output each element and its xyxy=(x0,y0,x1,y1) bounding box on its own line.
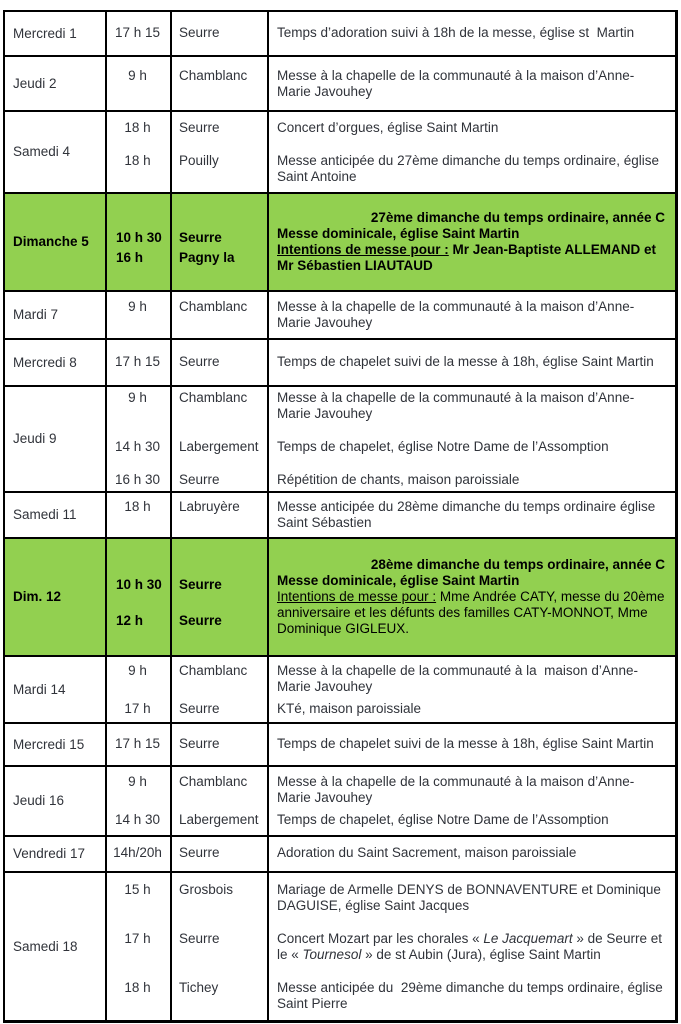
place-value: Seurre xyxy=(179,119,220,135)
place-cell xyxy=(170,425,267,458)
day-label: Mardi 14 xyxy=(13,681,66,697)
event-description: Messe à la chapelle de la communauté à la maison d’Anne-Marie Javouhey xyxy=(277,390,635,421)
time-cell xyxy=(105,496,170,534)
table-row xyxy=(5,655,675,722)
time-value: 9 h xyxy=(128,662,147,678)
description-cell xyxy=(267,917,675,966)
table-row xyxy=(5,110,675,192)
time-value: 10 h 30 xyxy=(116,230,162,245)
time-cell xyxy=(105,698,170,720)
day-label: Samedi 11 xyxy=(13,507,77,522)
intentions-text: Mr Jean-Baptiste ALLEMAND et Mr Sébastien LIAUTAUD xyxy=(277,242,660,273)
time-cell xyxy=(105,117,170,139)
day-cell xyxy=(5,296,105,334)
place-cell xyxy=(170,296,267,334)
place-cell xyxy=(170,698,267,720)
event-description: Temps de chapelet suivi de la messe à 18h, église Saint Martin xyxy=(277,735,654,751)
place-value: Labruyère xyxy=(179,499,240,514)
intentions-label: Intentions de messe pour : xyxy=(277,242,449,257)
place-value: Tichey xyxy=(179,979,219,995)
place-value: Seurre xyxy=(179,577,222,592)
time-cell xyxy=(105,351,170,375)
event-description-segment: Tournesol xyxy=(302,946,362,962)
time-value: 17 h 15 xyxy=(114,353,161,369)
day-label: Dimanche 5 xyxy=(13,234,89,249)
place-cell xyxy=(170,139,267,188)
event-description: Temps de chapelet suivi de la messe à 18h, église Saint Martin xyxy=(277,353,654,369)
day-label: Vendredi 17 xyxy=(13,846,86,861)
event-description: Messe anticipée du 29ème dimanche du temps ordinaire, église Saint Pierre xyxy=(277,979,667,1011)
place-value: Seurre xyxy=(179,613,222,628)
event-description: Temps d’adoration suivi à 18h de la messe, église st Martin xyxy=(277,24,635,40)
event-description: Concert d’orgues, église Saint Martin xyxy=(277,119,499,135)
time-cell xyxy=(105,387,170,425)
description-cell xyxy=(267,879,675,917)
time-cell xyxy=(105,425,170,458)
description-cell xyxy=(267,458,675,491)
day-label: Samedi 18 xyxy=(13,938,78,954)
time-value: 10 h 30 xyxy=(116,577,162,592)
mass-intentions xyxy=(277,242,667,274)
place-cell xyxy=(170,117,267,139)
description-cell xyxy=(267,22,675,46)
place-value: Pouilly xyxy=(179,152,219,168)
day-cell xyxy=(5,551,105,643)
schedule-table xyxy=(3,10,678,1023)
description-cell xyxy=(267,296,675,334)
time-value: 17 h 15 xyxy=(114,24,161,40)
time-cell xyxy=(105,733,170,757)
intentions-label: Intentions de messe pour : xyxy=(277,589,437,604)
day-cell xyxy=(5,117,105,188)
place-value: Seurre xyxy=(179,700,220,716)
event-description: Messe à la chapelle de la communauté à la maison d’Anne-Marie Javouhey xyxy=(277,662,638,694)
table-row xyxy=(5,290,675,338)
description-cell xyxy=(267,809,675,831)
event-description: Messe à la chapelle de la communauté à la maison d’Anne-Marie Javouhey xyxy=(277,774,635,805)
place-cell xyxy=(170,842,267,866)
day-cell xyxy=(5,879,105,1015)
time-value: 14 h 30 xyxy=(114,812,161,827)
time-cell xyxy=(105,879,170,917)
event-description: Temps de chapelet, église Notre Dame de l’Assomption xyxy=(277,439,609,454)
place-value: Chamblanc xyxy=(179,774,248,789)
time-value: 15 h xyxy=(124,881,151,897)
time-cell xyxy=(105,458,170,491)
time-cell xyxy=(105,551,170,643)
place-cell xyxy=(170,22,267,46)
place-value: Seurre xyxy=(179,472,220,487)
event-description: Temps de chapelet, église Notre Dame de l’Assomption xyxy=(277,812,609,827)
sunday-subtitle: Messe dominicale, église Saint Martin xyxy=(277,226,520,241)
day-cell xyxy=(5,204,105,280)
day-cell xyxy=(5,771,105,831)
time-value: 9 h xyxy=(128,299,147,314)
description-cell xyxy=(267,698,675,720)
day-cell xyxy=(5,22,105,46)
time-cell xyxy=(105,139,170,188)
event-description: Messe anticipée du 28ème dimanche du temps ordinaire église Saint Sébastien xyxy=(277,499,659,530)
day-label: Jeudi 2 xyxy=(13,75,57,91)
place-value: Chamblanc xyxy=(179,390,248,405)
description-cell xyxy=(267,139,675,188)
time-value: 17 h 15 xyxy=(114,735,161,751)
table-row xyxy=(5,55,675,110)
table-row xyxy=(5,835,675,871)
place-cell xyxy=(170,204,267,280)
day-label: Mardi 7 xyxy=(13,307,59,322)
table-row xyxy=(5,765,675,835)
time-value: 18 h xyxy=(124,152,151,168)
day-label: Mercredi 8 xyxy=(13,354,77,370)
event-description: Adoration du Saint Sacrement, maison paroissiale xyxy=(277,845,577,860)
place-value: Seurre xyxy=(179,24,220,40)
description-cell xyxy=(267,660,675,698)
table-row xyxy=(5,338,675,385)
day-cell xyxy=(5,351,105,375)
sunday-title: 28ème dimanche du temps ordinaire, année C xyxy=(370,557,665,572)
event-description: Messe à la chapelle de la communauté à la maison d’Anne-Marie Javouhey xyxy=(277,299,635,330)
time-value: 18 h xyxy=(124,119,151,135)
place-value: Chamblanc xyxy=(179,67,248,83)
sunday-title: 27ème dimanche du temps ordinaire, année C xyxy=(370,210,665,225)
place-cell xyxy=(170,809,267,831)
table-row-highlighted xyxy=(5,192,675,290)
event-description: KTé, maison paroissiale xyxy=(277,700,422,716)
day-cell xyxy=(5,65,105,103)
table-row xyxy=(5,385,675,491)
place-value: Labergement xyxy=(179,439,259,454)
place-value: Seurre xyxy=(179,353,220,369)
day-cell xyxy=(5,733,105,757)
event-description: Messe anticipée du 27ème dimanche du temps ordinaire, église Saint Antoine xyxy=(277,152,663,184)
table-row-highlighted xyxy=(5,537,675,655)
description-cell xyxy=(267,733,675,757)
description-cell xyxy=(267,771,675,809)
place-value: Chamblanc xyxy=(179,299,248,314)
time-value: 18 h xyxy=(124,979,151,995)
table-row xyxy=(5,871,675,1020)
time-value: 12 h xyxy=(116,613,144,628)
day-label: Dim. 12 xyxy=(13,589,62,604)
place-value: Seurre xyxy=(179,230,222,245)
day-label: Jeudi 9 xyxy=(13,431,57,446)
event-description: Mariage de Armelle DENYS de BONNAVENTURE et Dominique DAGUISE, église Saint Jacques xyxy=(277,881,665,913)
time-cell xyxy=(105,809,170,831)
time-cell xyxy=(105,204,170,280)
description-cell xyxy=(267,65,675,103)
place-value: Chamblanc xyxy=(179,662,248,678)
time-cell xyxy=(105,22,170,46)
place-value: Labergement xyxy=(179,812,259,827)
time-cell xyxy=(105,65,170,103)
place-cell xyxy=(170,65,267,103)
time-value: 9 h xyxy=(128,67,147,83)
place-cell xyxy=(170,660,267,698)
place-value: Seurre xyxy=(179,930,220,946)
time-cell xyxy=(105,660,170,698)
description-cell xyxy=(267,117,675,139)
place-cell xyxy=(170,917,267,966)
day-cell xyxy=(5,496,105,534)
description-cell xyxy=(267,204,675,280)
description-cell xyxy=(267,351,675,375)
day-cell xyxy=(5,660,105,720)
description-cell xyxy=(267,425,675,458)
place-cell xyxy=(170,496,267,534)
time-value: 9 h xyxy=(128,390,147,405)
place-value: Seurre xyxy=(179,845,220,860)
table-row xyxy=(5,491,675,537)
time-value: 14 h 30 xyxy=(114,439,161,454)
place-cell xyxy=(170,771,267,809)
time-value: 17 h xyxy=(124,930,151,946)
day-cell xyxy=(5,842,105,866)
time-cell xyxy=(105,771,170,809)
time-value: 16 h xyxy=(116,250,144,265)
event-description-segment: » de Seurre et le « xyxy=(277,930,666,962)
place-cell xyxy=(170,966,267,1015)
time-cell xyxy=(105,296,170,334)
place-cell xyxy=(170,351,267,375)
event-description: Répétition de chants, maison paroissiale xyxy=(277,472,520,487)
description-cell xyxy=(267,551,675,643)
day-label: Mercredi 15 xyxy=(13,736,85,752)
intentions-text: Mme Andrée CATY, messe du 20ème anniversaire et les défunts des familles CATY-MONNOT, Mme Dominique GIGLEUX. xyxy=(277,589,669,636)
table-row xyxy=(5,12,675,55)
time-cell xyxy=(105,917,170,966)
place-value: Seurre xyxy=(179,735,220,751)
day-label: Mercredi 1 xyxy=(13,25,77,41)
day-label: Jeudi 16 xyxy=(13,793,65,808)
place-value: Grosbois xyxy=(179,881,234,897)
time-cell xyxy=(105,966,170,1015)
place-cell xyxy=(170,458,267,491)
sunday-subtitle: Messe dominicale, église Saint Martin xyxy=(277,573,520,588)
description-cell xyxy=(267,966,675,1015)
mass-intentions xyxy=(277,589,667,637)
event-description-segment: » de st Aubin (Jura), église Saint Martin xyxy=(361,946,601,962)
place-cell xyxy=(170,551,267,643)
table-row xyxy=(5,722,675,765)
event-description-segment: Concert Mozart par les chorales « xyxy=(277,930,484,946)
time-value: 14h/20h xyxy=(113,845,162,860)
day-cell xyxy=(5,387,105,491)
description-cell xyxy=(267,842,675,866)
time-cell xyxy=(105,842,170,866)
event-description-segment: Le Jacquemart xyxy=(483,930,573,946)
place-cell xyxy=(170,387,267,425)
day-label: Samedi 4 xyxy=(13,144,71,159)
time-value: 9 h xyxy=(128,774,147,789)
time-value: 18 h xyxy=(124,499,151,514)
description-cell xyxy=(267,496,675,534)
time-value: 17 h xyxy=(124,700,151,716)
place-cell xyxy=(170,879,267,917)
place-value: Pagny la xyxy=(179,250,235,265)
event-description: Messe à la chapelle de la communauté à la maison d’Anne-Marie Javouhey xyxy=(277,67,635,99)
description-cell xyxy=(267,387,675,425)
place-cell xyxy=(170,733,267,757)
time-value: 16 h 30 xyxy=(114,472,161,487)
